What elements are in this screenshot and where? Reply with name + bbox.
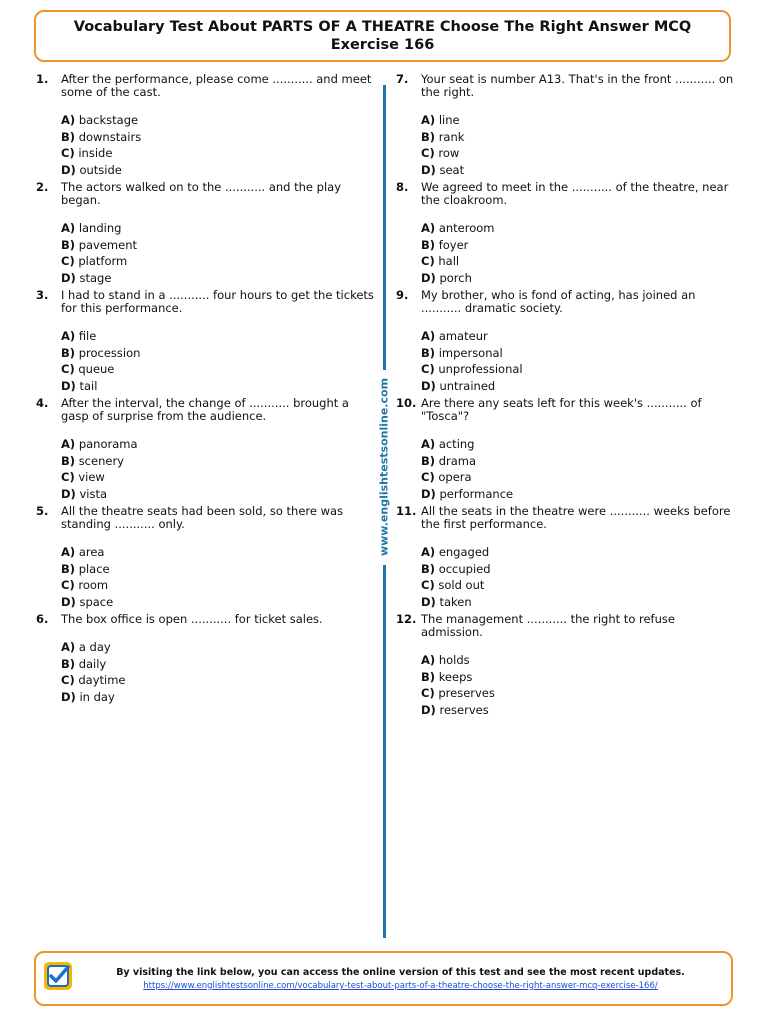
option-text: holds [438,653,470,667]
question-block [36,397,376,502]
question-text: After the performance, please come ........... and meet some of the cast. [61,72,372,99]
answer-options [61,328,376,394]
option-letter: C) [421,362,435,376]
option-letter: C) [61,578,75,592]
question-number: 12. [396,612,417,626]
option-letter: B) [421,237,436,252]
answer-option[interactable] [61,561,376,578]
footer-link[interactable]: https://www.englishtestsonline.com/vocabulary-test-about-parts-of-a-theatre-choose-the-right-answer-mcq-exercise-166/ [143,981,658,991]
question-header [36,505,376,531]
option-letter: D) [61,594,76,609]
footer-text: By visiting the link below, you can access the online version of this test and see the most recent updates. [116,967,685,978]
answer-option[interactable] [61,237,376,254]
option-text: daytime [78,673,126,687]
page-title-line2: Exercise 166 [330,37,435,53]
option-letter: D) [61,486,76,501]
answer-option[interactable] [421,685,736,702]
option-letter: B) [421,129,436,144]
question-block [396,289,736,394]
answer-option[interactable] [61,112,376,129]
answer-option[interactable] [61,486,376,503]
answer-option[interactable] [421,162,736,179]
option-text: outside [79,162,122,177]
option-text: inside [78,146,113,160]
option-text: a day [78,640,111,654]
option-text: engaged [438,545,490,559]
answer-option[interactable] [61,436,376,453]
question-text: Your seat is number A13. That's in the front ........... on the right. [421,72,734,99]
question-block [36,181,376,286]
question-text: All the theatre seats had been sold, so there was standing ........... only. [61,504,344,531]
question-header [36,289,376,315]
option-text: rank [438,129,465,144]
option-letter: A) [421,437,436,451]
option-letter: C) [421,686,435,700]
question-block [396,397,736,502]
option-letter: C) [421,146,435,160]
option-letter: C) [61,254,75,268]
question-number: 11. [396,504,417,518]
option-letter: B) [61,129,76,144]
page-title-line1: Vocabulary Test About PARTS OF A THEATRE Choose The Right Answer MCQ [73,19,692,35]
option-text: acting [438,437,475,451]
option-text: reserves [439,702,489,717]
option-text: view [78,470,105,484]
answer-option[interactable] [421,561,736,578]
option-text: line [438,113,460,127]
option-letter: B) [61,561,76,576]
answer-option[interactable] [61,469,376,486]
option-letter: A) [61,329,76,343]
answer-option[interactable] [61,639,376,656]
option-text: stage [79,270,112,285]
option-text: vista [79,486,108,501]
answer-options [421,436,736,502]
option-text: seat [439,162,465,177]
question-block [36,73,376,178]
option-text: queue [78,362,115,376]
option-letter: D) [61,162,76,177]
option-text: panorama [78,437,138,451]
questions-column-left [36,73,376,708]
answer-option[interactable] [421,594,736,611]
option-letter: B) [421,669,436,684]
option-text: platform [78,254,128,268]
option-letter: A) [61,437,76,451]
option-letter: C) [61,470,75,484]
option-letter: C) [421,470,435,484]
option-letter: B) [61,656,76,671]
question-header [36,181,376,207]
column-divider-bottom [383,565,386,938]
option-text: downstairs [78,129,142,144]
question-text: I had to stand in a ........... four hours to get the tickets for this performance. [61,288,374,315]
answer-option[interactable] [421,129,736,146]
option-text: pavement [78,237,137,252]
answer-options [421,544,736,610]
answer-options [421,652,736,718]
answer-option[interactable] [421,112,736,129]
option-text: hall [438,254,460,268]
option-text: drama [438,453,477,468]
question-text: My brother, who is fond of acting, has joined an ........... dramatic society. [421,288,696,315]
option-text: anteroom [438,221,495,235]
option-text: untrained [439,378,496,393]
answer-option[interactable] [421,345,736,362]
option-text: scenery [78,453,124,468]
answer-option[interactable] [61,253,376,270]
option-letter: A) [421,329,436,343]
answer-option[interactable] [421,669,736,686]
answer-option[interactable] [61,656,376,673]
answer-option[interactable] [61,361,376,378]
question-number: 9. [396,288,409,302]
answer-option[interactable] [61,577,376,594]
answer-option[interactable] [421,702,736,719]
question-text: The management ........... the right to refuse admission. [421,612,675,639]
option-letter: D) [421,594,436,609]
question-header [396,73,736,99]
question-header [396,289,736,315]
answer-option[interactable] [61,378,376,395]
question-text: All the seats in the theatre were ........... weeks before the first performance. [421,504,731,531]
answer-option[interactable] [421,469,736,486]
option-letter: B) [421,453,436,468]
question-text: Are there any seats left for this week's ........... of "Tosca"? [421,396,702,423]
answer-options [61,639,376,705]
option-letter: D) [61,689,76,704]
question-header [36,613,376,626]
answer-option[interactable] [61,594,376,611]
question-number: 1. [36,72,49,86]
option-text: impersonal [438,345,503,360]
question-block [36,613,376,705]
option-text: keeps [438,669,473,684]
option-letter: D) [61,270,76,285]
answer-option[interactable] [421,145,736,162]
question-number: 4. [36,396,49,410]
answer-option[interactable] [61,145,376,162]
answer-option[interactable] [421,253,736,270]
answer-option[interactable] [61,453,376,470]
answer-option[interactable] [421,378,736,395]
question-header [36,73,376,99]
answer-options [421,112,736,178]
answer-option[interactable] [421,577,736,594]
question-header [396,181,736,207]
option-text: procession [78,345,141,360]
answer-option[interactable] [421,220,736,237]
option-letter: D) [421,702,436,717]
question-number: 2. [36,180,49,194]
option-text: in day [79,689,115,704]
question-block [396,181,736,286]
option-text: taken [439,594,472,609]
answer-option[interactable] [61,220,376,237]
option-letter: D) [421,270,436,285]
answer-options [61,544,376,610]
option-text: place [78,561,110,576]
answer-option[interactable] [421,544,736,561]
option-letter: B) [61,237,76,252]
option-letter: D) [421,486,436,501]
answer-option[interactable] [61,544,376,561]
option-text: sold out [438,578,485,592]
column-divider-top [383,85,386,370]
question-text: We agreed to meet in the ........... of the theatre, near the cloakroom. [421,180,729,207]
answer-option[interactable] [61,672,376,689]
question-text: The box office is open ........... for ticket sales. [61,612,323,626]
question-number: 3. [36,288,49,302]
question-number: 5. [36,504,49,518]
option-text: foyer [438,237,469,252]
question-block [396,505,736,610]
footer-box [34,951,733,1006]
question-header [36,397,376,423]
answer-option[interactable] [421,237,736,254]
option-letter: D) [61,378,76,393]
option-text: backstage [78,113,139,127]
question-header [396,505,736,531]
option-letter: A) [61,113,76,127]
option-letter: D) [421,378,436,393]
option-letter: A) [61,640,76,654]
answer-options [421,220,736,286]
option-text: tail [79,378,98,393]
option-letter: A) [421,653,436,667]
option-letter: C) [421,254,435,268]
option-letter: C) [61,146,75,160]
question-number: 6. [36,612,49,626]
answer-options [61,112,376,178]
option-text: daily [78,656,107,671]
answer-option[interactable] [61,129,376,146]
question-block [396,73,736,178]
question-text: After the interval, the change of ........... brought a gasp of surprise from the audience. [61,396,349,423]
option-text: amateur [438,329,488,343]
option-letter: A) [61,221,76,235]
option-letter: A) [421,545,436,559]
option-text: opera [438,470,472,484]
answer-option[interactable] [61,328,376,345]
answer-options [421,328,736,394]
question-text: The actors walked on to the ........... and the play began. [61,180,342,207]
option-text: porch [439,270,472,285]
option-letter: B) [61,345,76,360]
checkbox-check-icon [43,961,73,991]
question-number: 7. [396,72,409,86]
question-header [396,613,736,639]
option-letter: C) [61,673,75,687]
answer-option[interactable] [421,436,736,453]
option-text: row [438,146,460,160]
option-text: room [78,578,109,592]
question-block [396,613,736,718]
option-text: occupied [438,561,491,576]
answer-option[interactable] [61,689,376,706]
option-letter: B) [421,561,436,576]
option-text: file [78,329,97,343]
title-box [34,10,731,62]
answer-option[interactable] [61,270,376,287]
option-letter: A) [421,221,436,235]
answer-options [61,220,376,286]
answer-option[interactable] [61,345,376,362]
option-text: area [78,545,105,559]
option-letter: B) [421,345,436,360]
option-letter: A) [61,545,76,559]
question-number: 10. [396,396,417,410]
option-letter: C) [421,578,435,592]
option-letter: A) [421,113,436,127]
answer-option[interactable] [61,162,376,179]
option-letter: D) [421,162,436,177]
answer-options [61,436,376,502]
option-letter: C) [61,362,75,376]
option-text: landing [78,221,122,235]
answer-option[interactable] [421,270,736,287]
option-text: space [79,594,114,609]
answer-option[interactable] [421,361,736,378]
side-url-text: www.englishtestsonline.com [377,377,391,557]
answer-option[interactable] [421,486,736,503]
question-block [36,505,376,610]
option-text: preserves [438,686,495,700]
option-text: unprofessional [438,362,523,376]
question-header [396,397,736,423]
answer-option[interactable] [421,328,736,345]
answer-option[interactable] [421,453,736,470]
answer-option[interactable] [421,652,736,669]
questions-column-right [396,73,736,721]
option-letter: B) [61,453,76,468]
option-text: performance [439,486,514,501]
question-block [36,289,376,394]
question-number: 8. [396,180,409,194]
